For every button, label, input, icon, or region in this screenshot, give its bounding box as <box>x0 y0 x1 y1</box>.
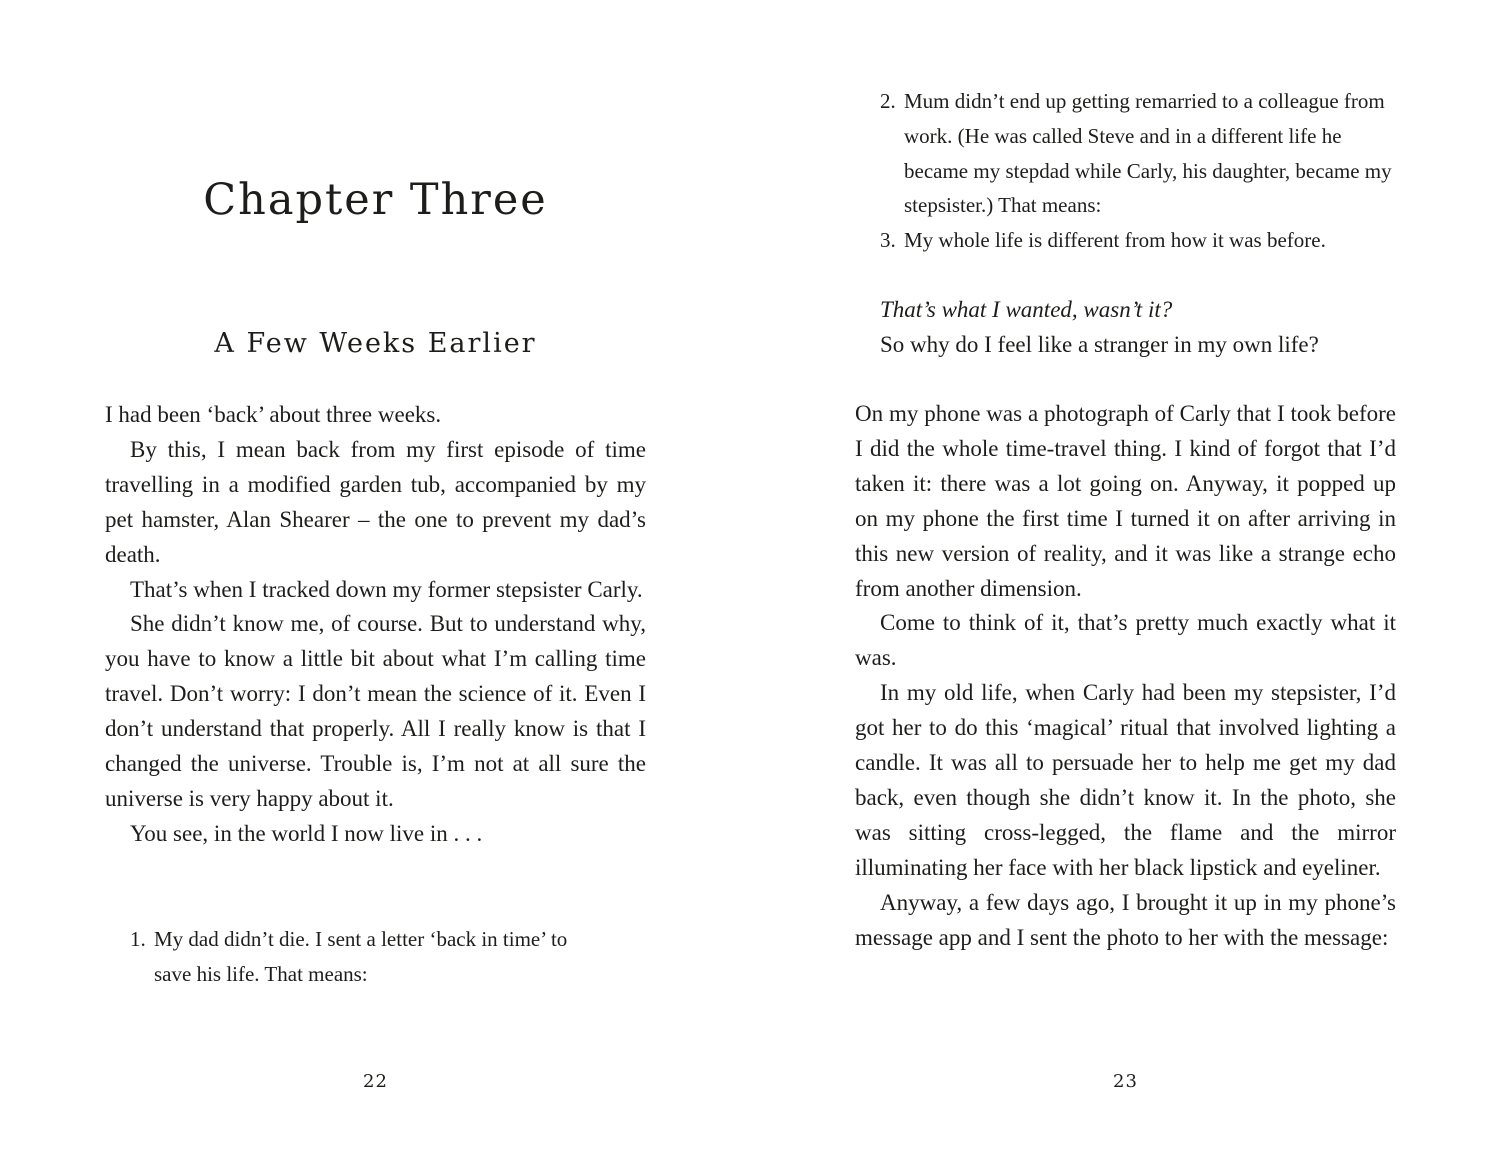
question-line: So why do I feel like a stranger in my own life? <box>880 331 1319 357</box>
paragraph: On my phone was a photograph of Carly that I took before I did the whole time-travel thing. I kind of forgot that I’d taken it: there was a lot going on. Anyway, it popped up on my phone the first time I turned it on after arriving in this new version of reality, and it was like a strange echo from another dimension. <box>855 401 1396 601</box>
list-number: 2. <box>880 89 896 113</box>
right-page <box>855 0 1396 1151</box>
paragraph: In my old life, when Carly had been my stepsister, I’d got her to do this ‘magical’ ritual that involved lighting a candle. It was all to persuade her to help me get my dad back, even though she didn’t know it. In the photo, she was sitting cross-legged, the flame and the mirror illuminating her face with her black lipstick and eyeliner. <box>855 680 1396 880</box>
right-body-text <box>855 397 1396 956</box>
paragraph: That’s when I tracked down my former stepsister Carly. <box>130 576 643 602</box>
page-number: 22 <box>363 1071 388 1092</box>
italic-line: That’s what I wanted, wasn’t it? <box>880 297 1173 322</box>
numbered-list <box>105 922 605 992</box>
chapter-title: Chapter Three <box>203 175 548 225</box>
paragraph: She didn’t know me, of course. But to understand why, you have to know a little bit about what I’m calling time travel. Don’t worry: I don’t mean the science of it. Even I don’t understand that properly. All I really know is that I changed the universe. Trouble is, I’m not at all sure the universe is very happy about it. <box>105 611 646 811</box>
list-text: My dad didn’t die. I sent a letter ‘back in time’ to save his life. That means: <box>154 927 568 986</box>
left-page <box>105 0 646 1151</box>
paragraph: Anyway, a few days ago, I brought it up in my phone’s message app and I sent the photo to her with the message: <box>855 889 1396 950</box>
list-item <box>855 223 1396 258</box>
section-title: A Few Weeks Earlier <box>214 328 537 359</box>
list-item <box>105 922 605 992</box>
paragraph: You see, in the world I now live in . . . <box>130 820 483 846</box>
page-number: 23 <box>1113 1071 1138 1092</box>
left-body-text <box>105 398 646 852</box>
numbered-list <box>855 84 1396 258</box>
list-item <box>855 84 1396 223</box>
list-text: Mum didn’t end up getting remarried to a colleague from work. (He was called Steve and in a different life he became my stepdad while Carly, his daughter, became my stepsister.) That means: <box>904 89 1392 218</box>
paragraph: By this, I mean back from my first episode of time travelling in a modified garden tub, accompanied by my pet hamster, Alan Shearer – the one to prevent my dad’s death. <box>105 436 646 567</box>
paragraph: I had been ‘back’ about three weeks. <box>105 402 442 427</box>
list-number: 3. <box>880 228 896 253</box>
list-number: 1. <box>130 927 146 951</box>
interlude <box>855 293 1396 363</box>
paragraph: Come to think of it, that’s pretty much exactly what it was. <box>855 610 1396 671</box>
list-text: My whole life is different from how it was before. <box>904 228 1326 253</box>
